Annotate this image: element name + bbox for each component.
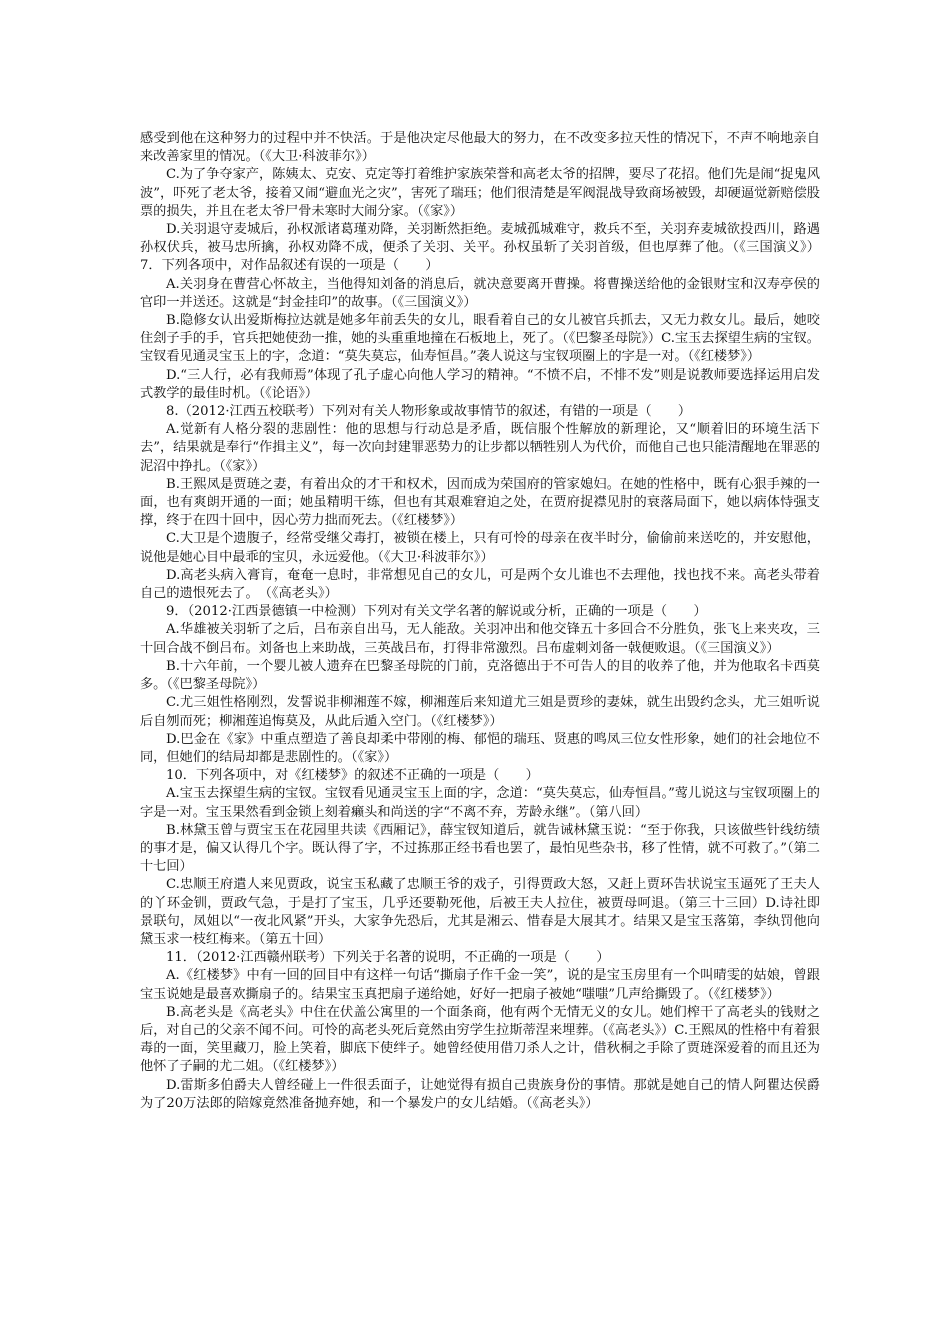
option-c-q9: C.尤三姐性格刚烈，发誓说非柳湘莲不嫁，柳湘莲后来知道尤三姐是贾珍的妻妹，就生出毁约念头，尤三姐听说后自刎而死；柳湘莲追悔莫及，从此后遁入空门。（《红楼梦》） bbox=[140, 695, 820, 729]
option-a-q8: A.觉新有人格分裂的悲剧性：他的思想与行动总是矛盾，既信服个性解放的新理论，又“顺着旧的环境生活下去”，结果就是奉行“作揖主义”，每一次向封建罪恶势力的让步都以牺牲别人为代价，而他自己也只能清醒地在罪恶的泥沼中挣扎。（《家》） bbox=[140, 422, 820, 474]
paragraph: 感受到他在这种努力的过程中并不快活。于是他决定尽他最大的努力，在不改变多拉天性的情况下，不声不响地亲自来改善家里的情况。（《大卫·科波菲尔》） bbox=[140, 131, 820, 165]
option-b-q11: B.高老头是《高老头》中住在伏盖公寓里的一个面条商，他有两个无情无义的女儿。她们榨干了高老头的钱财之后，对自己的父亲不闻不问。可怜的高老头死后竟然由穷学生拉斯蒂涅来埋葬。（《高老头》）C.王熙凤的性格中有着狠毒的一面，笑里藏刀，脸上笑着，脚底下使绊子。她曾经使用借刀杀人之计，借秋桐之手除了贾琏深爱着的而且还为他怀了子嗣的尤二姐。（《红楼梦》） bbox=[140, 1004, 820, 1075]
option-d-q11: D.雷斯多伯爵夫人曾经碰上一件很丢面子，让她觉得有损自己贵族身份的事情。那就是她自己的情人阿瞿达侯爵为了20万法郎的陪嫁竟然准备抛弃她，和一个暴发户的女儿结婚。（《高老头》） bbox=[140, 1077, 820, 1111]
option-c-q10: C.忠顺王府遣人来见贾政，说宝玉私藏了忠顺王爷的戏子，引得贾政大怒，又赶上贾环告状说宝玉逼死了王夫人的丫环金钏，贾政气急，于是打了宝玉，几乎还要勒死他，后被王夫人拉住，被贾母呵退。（第三十三回）D.诗社即景联句，凤姐以“一夜北风紧”开头，大家争先恐后，尤其是湘云、惜春是大展其才。结果又是宝玉落第，李纨罚他向黛玉求一枝红梅来。（第五十回） bbox=[140, 877, 820, 947]
option-d-q7: D.“三人行，必有我师焉”体现了孔子虚心向他人学习的精神。“不愤不启，不悱不发”则是说教师要选择运用启发式教学的最佳时机。（《论语》） bbox=[140, 367, 820, 401]
option-d-q6: D.关羽退守麦城后，孙权派诸葛瑾劝降，关羽断然拒绝。麦城孤城难守，救兵不至，关羽弃麦城欲投西川，路遇孙权伏兵，被马忠所擒，孙权劝降不成，便杀了关羽、关平。孙权虽斩了关羽首级，但也厚葬了他。（《三国演义》）7．下列各项中，对作品叙述有误的一项是（ ） bbox=[140, 222, 820, 274]
question-10: 10．下列各项中，对《红楼梦》的叙述不正确的一项是（ ） bbox=[166, 768, 539, 784]
option-b-q10: B.林黛玉曾与贾宝玉在花园里共读《西厢记》，薛宝钗知道后，就告诫林黛玉说：“至于你我，只该做些针线纺绩的事才是，偏又认得几个字。既认得了字，不过拣那正经书看也罢了，最怕见些杂书，移了性情，就不可救了。”（第二十七回） bbox=[140, 822, 820, 875]
option-a-q9: A.华雄被关羽斩了之后，吕布亲自出马，无人能敌。关羽冲出和他交锋五十多回合不分胜负，张飞上来夹攻，三十回合战不倒吕布。刘备也上来助战，三英战吕布，打得非常激烈。吕布虚刺刘备一戟便败退。（《三国演义》） bbox=[140, 622, 820, 656]
option-b-q8: B.王熙凤是贾琏之妻，有着出众的才干和权术，因而成为荣国府的管家媳妇。在她的性格中，既有心狠手辣的一面，也有爽朗开通的一面；她虽精明干练，但也有其艰难窘迫之处，在贾府捉襟见肘的衰落局面下，她以病体恃强支撑，终于在四十回中，因心劳力拙而死去。（《红楼梦》） bbox=[140, 476, 820, 529]
option-a-q11: A.《红楼梦》中有一回的回目中有这样一句话“撕扇子作千金一笑”，说的是宝玉房里有一个叫晴雯的姑娘，曾跟宝玉说她是最喜欢撕扇子的。结果宝玉真把扇子递给她，好好一把扇子被她“嗤嗤”几声给撕毁了。（《红楼梦》） bbox=[140, 968, 820, 1002]
question-11: 11．（2012·江西赣州联考）下列关于名著的说明，不正确的一项是（ ） bbox=[166, 950, 610, 966]
option-d-q9: D.巴金在《家》中重点塑造了善良却柔中带刚的梅、郁悒的瑞珏、贤惠的鸣凤三位女性形象，她们的社会地位不同，但她们的结局却都是悲剧性的。（《家》） bbox=[140, 731, 820, 765]
option-b-q7: B.隐修女认出爱斯梅拉达就是她多年前丢失的女儿，眼看着自己的女儿被官兵抓去，又无力救女儿。最后，她咬住刽子手的手，官兵把她使劲一推，她的头重重地撞在石板地上，死了。（《巴黎圣母院》）C.宝玉去探望生病的宝钗。宝钗看见通灵宝玉上的字，念道：“莫失莫忘，仙寿恒昌。”袭人说这与宝钗项圈上的字是一对。（《红楼梦》） bbox=[140, 313, 820, 365]
option-a-q10: A.宝玉去探望生病的宝钗。宝钗看见通灵宝玉上面的字，念道：“莫失莫忘，仙寿恒昌。”莺儿说这与宝钗项圈上的字是一对。宝玉果然看到金锁上刻着癞头和尚送的字“不离不弃，芳龄永继”。（第八回） bbox=[140, 786, 820, 820]
option-d-q8: D.高老头病入膏肓，奄奄一息时，非常想见自己的女儿，可是两个女儿谁也不去理他，找也找不来。高老头带着自己的遗恨死去了。 （《高老头》） bbox=[140, 567, 820, 602]
option-c-q6: C.为了争夺家产，陈姨太、克安、克定等打着维护家族荣誉和高老太爷的招牌，要尽了花招。他们先是闹“捉鬼风波”，吓死了老太爷，接着又闹“避血光之灾”，害死了瑞珏；他们很清楚是军阀混战导致商场被毁，却硬逼觉新赔偿股票的损失，并且在老太爷尸骨未寒时大闹分家。（《家》） bbox=[140, 167, 820, 219]
question-9: 9．（2012·江西景德镇一中检测）下列对有关文学名著的解说或分析，正确的一项是（ ） bbox=[166, 604, 707, 620]
document-page bbox=[140, 130, 820, 1113]
option-b-q9: B.十六年前，一个婴儿被人遗弃在巴黎圣母院的门前，克洛德出于不可告人的目的收养了他，并为他取名卡西莫多。（《巴黎圣母院》） bbox=[140, 658, 820, 693]
option-c-q8: C.大卫是个遗腹子，经常受继父毒打，被锁在楼上，只有可怜的母亲在夜半时分，偷偷前来送吃的，并安慰他，说他是她心目中最乖的宝贝，永远爱他。（《大卫·科波菲尔》） bbox=[140, 531, 820, 565]
option-a-q7: A.关羽身在曹营心怀故主，当他得知刘备的消息后，就决意要离开曹操。将曹操送给他的金银财宝和汉寿亭侯的官印一并送还。这就是“封金挂印”的故事。（《三国演义》） bbox=[140, 276, 820, 310]
question-8: 8.（2012·江西五校联考）下列对有关人物形象或故事情节的叙述，有错的一项是（ ） bbox=[166, 404, 692, 420]
